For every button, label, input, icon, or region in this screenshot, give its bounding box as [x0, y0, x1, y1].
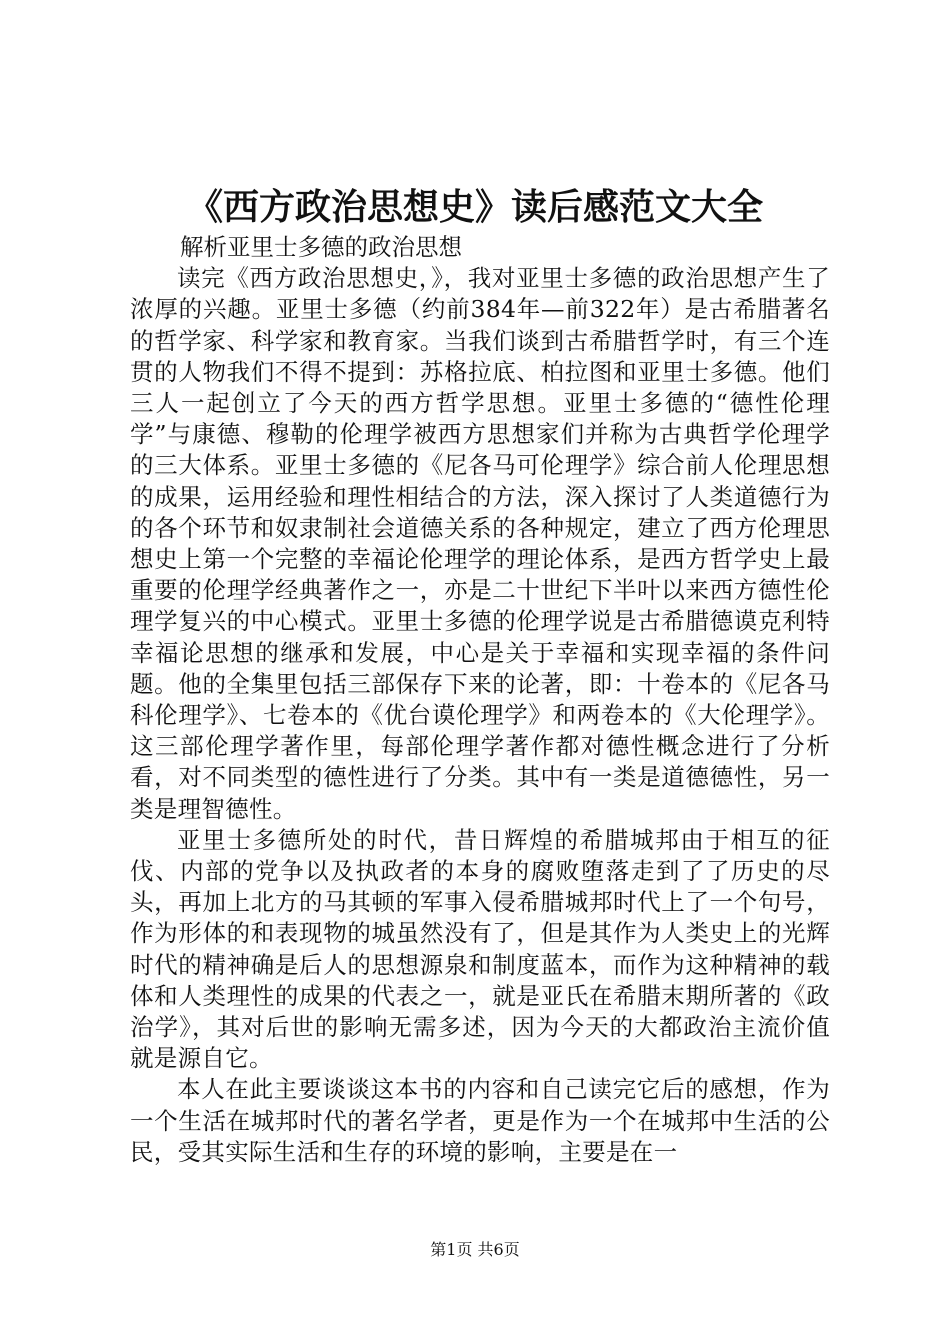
document-body	[130, 232, 830, 1168]
paragraph-3: 本人在此主要谈谈这本书的内容和自己读完它后的感想，作为一个生活在城邦时代的著名学者，更是作为一个在城邦中生活的公民，受其实际生活和生存的环境的影响，主要是在一	[130, 1075, 830, 1166]
paragraph-2: 亚里士多德所处的时代，昔日辉煌的希腊城邦由于相互的征伐、内部的党争以及执政者的本身的腐败堕落走到了了历史的尽头，再加上北方的马其顿的军事入侵希腊城邦时代上了一个句号，作为形体的和表现物的城虽然没有了，但是其作为人类史上的光辉时代的精神确是后人的思想源泉和制度蓝本，而作为这种精神的载体和人类理性的成果的代表之一，就是亚氏在希腊末期所著的《政治学》，其对后世的影响无需多述，因为今天的大都政治主流价值就是源自它。	[130, 825, 830, 1073]
document-title: 《西方政治思想史》读后感范文大全	[186, 186, 763, 228]
paragraph-1: 读完《西方政治思想史，》，我对亚里士多德的政治思想产生了浓厚的兴趣。亚里士多德（约前384年—前322年）是古希腊著名的哲学家、科学家和教育家。当我们谈到古希腊哲学时，有三个连贯的人物我们不得不提到：苏格拉底、柏拉图和亚里士多德。他们三人一起创立了今天的西方哲学思想。亚里士多德的“德性伦理学”与康德、穆勒的伦理学被西方思想家们并称为古典哲学伦理学的三大体系。亚里士多德的《尼各马可伦理学》综合前人伦理思想的成果，运用经验和理性相结合的方法，深入探讨了人类道德行为的各个环节和奴隶制社会道德关系的各种规定，建立了西方伦理思想史上第一个完整的幸福论伦理学的理论体系，是西方哲学史上最重要的伦理学经典著作之一，亦是二十世纪下半叶以来西方德性伦理学复兴的中心模式。亚里士多德的伦理学说是古希腊德谟克利特幸福论思想的继承和发展，中心是关于幸福和实现幸福的条件问题。他的全集里包括三部保存下来的论著，即：十卷本的《尼各马科伦理学》、七卷本的《优台谟伦理学》和两卷本的《大伦理学》。这三部伦理学著作里，每部伦理学著作都对德性概念进行了分析看，对不同类型的德性进行了分类。其中有一类是道德德性，另一类是理智德性。	[130, 264, 830, 823]
subheading: 解析亚里士多德的政治思想	[180, 233, 462, 261]
page-number-footer: 第1页 共6页	[430, 1240, 520, 1259]
